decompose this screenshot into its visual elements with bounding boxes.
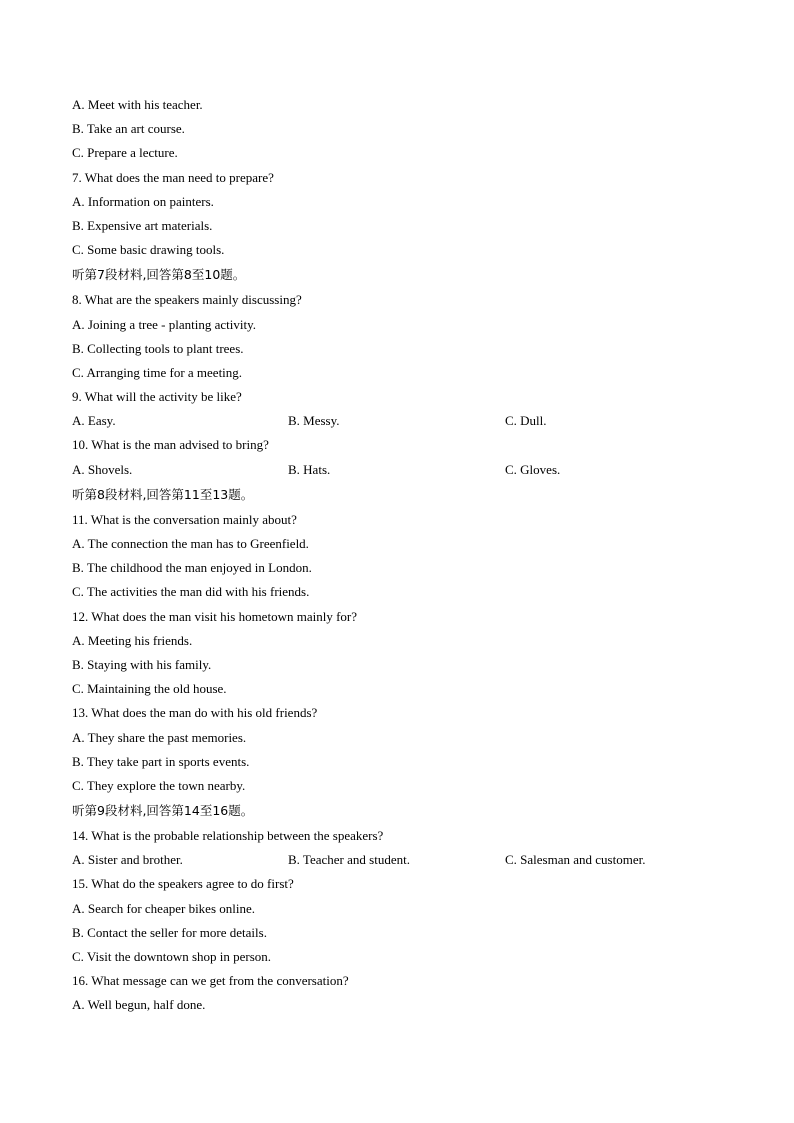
q9-question: 9. What will the activity be like? bbox=[72, 389, 242, 405]
q14-option-c: C. Salesman and customer. bbox=[505, 852, 646, 868]
q8-option-a: A. Joining a tree - planting activity. bbox=[72, 316, 256, 332]
q11-question: 11. What is the conversation mainly about? bbox=[72, 511, 297, 527]
q15-option-c: C. Visit the downtown shop in person. bbox=[72, 949, 272, 964]
q8-question: 8. What are the speakers mainly discussing? bbox=[72, 292, 302, 308]
q9-option-b: B. Messy. bbox=[288, 413, 340, 429]
q7-option-c: C. Some basic drawing tools. bbox=[72, 242, 225, 258]
q10-option-a: A. Shovels. bbox=[72, 461, 133, 477]
q16-option-a: A. Well begun, half done. bbox=[72, 997, 206, 1013]
q13-option-b: B. They take part in sports events. bbox=[72, 753, 250, 769]
q9-option-a: A. Easy. bbox=[72, 413, 116, 429]
q15-option-a: A. Search for cheaper bikes online. bbox=[72, 900, 256, 916]
q8-option-b: B. Collecting tools to plant trees. bbox=[72, 340, 244, 356]
exam-page bbox=[72, 93, 732, 1018]
section-heading-7: 听第7段材料,回答第8至10题。 bbox=[72, 267, 246, 283]
q11-option-c: C. The activities the man did with his friends. bbox=[72, 584, 310, 600]
q13-option-c: C. They explore the town nearby. bbox=[72, 777, 246, 793]
q10-options-row bbox=[72, 458, 732, 482]
q14-question: 14. What is the probable relationship between the speakers? bbox=[72, 828, 384, 844]
q11-option-b: B. The childhood the man enjoyed in London. bbox=[72, 560, 312, 576]
q14-option-b: B. Teacher and student. bbox=[288, 852, 410, 868]
q6-option-a: A. Meet with his teacher. bbox=[72, 97, 203, 112]
q10-option-b: B. Hats. bbox=[288, 461, 331, 477]
q13-option-a: A. They share the past memories. bbox=[72, 729, 247, 745]
q16-question: 16. What message can we get from the conversation? bbox=[72, 973, 349, 989]
q7-question: 7. What does the man need to prepare? bbox=[72, 169, 274, 185]
q12-option-c: C. Maintaining the old house. bbox=[72, 681, 227, 697]
section-heading-9: 听第9段材料,回答第14至16题。 bbox=[72, 803, 254, 819]
q13-question: 13. What does the man do with his old friends? bbox=[72, 705, 318, 721]
q6-option-b: B. Take an art course. bbox=[72, 121, 185, 137]
q12-question: 12. What does the man visit his hometown mainly for? bbox=[72, 608, 357, 624]
q7-option-a: A. Information on painters. bbox=[72, 193, 214, 209]
q11-option-a: A. The connection the man has to Greenfield. bbox=[72, 536, 309, 551]
q9-options-row bbox=[72, 409, 732, 433]
q6-option-c: C. Prepare a lecture. bbox=[72, 145, 178, 161]
q15-question: 15. What do the speakers agree to do first? bbox=[72, 876, 294, 892]
q10-option-c: C. Gloves. bbox=[505, 461, 561, 477]
q15-option-b: B. Contact the seller for more details. bbox=[72, 924, 267, 940]
q12-option-a: A. Meeting his friends. bbox=[72, 632, 193, 648]
q14-option-a: A. Sister and brother. bbox=[72, 852, 183, 868]
q7-option-b: B. Expensive art materials. bbox=[72, 217, 213, 233]
q8-option-c: C. Arranging time for a meeting. bbox=[72, 364, 243, 380]
section-heading-8: 听第8段材料,回答第11至13题。 bbox=[72, 486, 254, 502]
q12-option-b: B. Staying with his family. bbox=[72, 656, 212, 672]
q14-options-row bbox=[72, 848, 732, 872]
q10-question: 10. What is the man advised to bring? bbox=[72, 437, 269, 453]
q9-option-c: C. Dull. bbox=[505, 413, 547, 429]
